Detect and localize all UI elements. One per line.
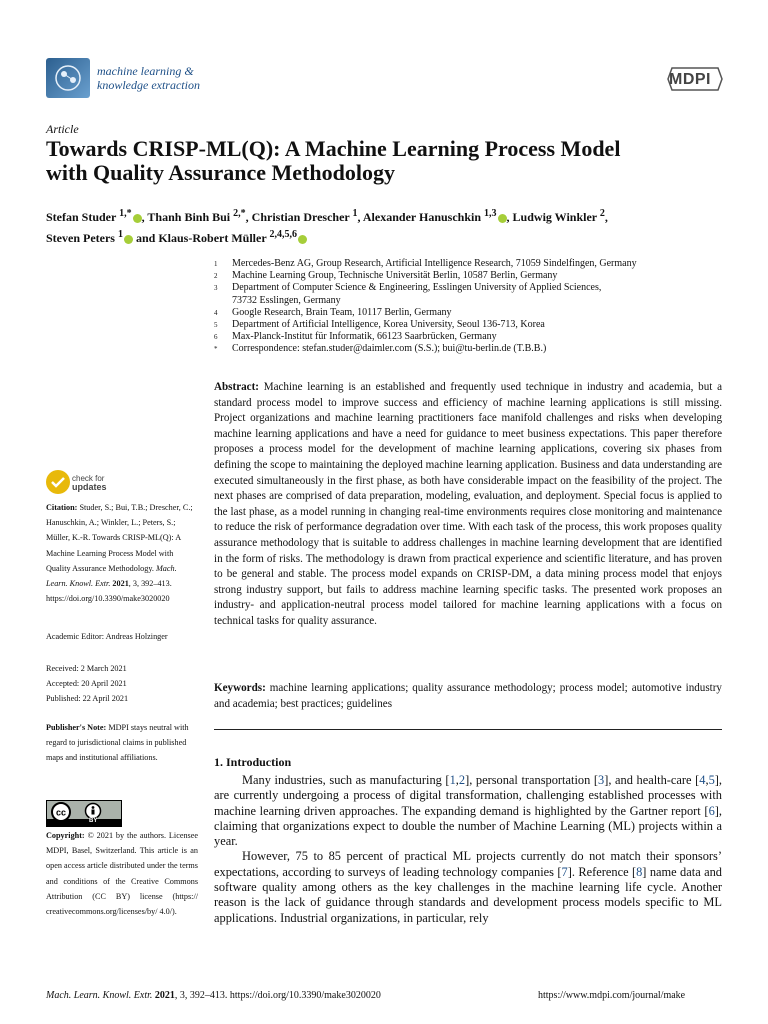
abstract-label: Abstract: <box>214 381 259 393</box>
author[interactable]: Christian Drescher $^1$ <box>251 208 358 224</box>
check-for-updates-icon[interactable] <box>46 470 70 494</box>
keywords-label: Keywords: <box>214 682 266 694</box>
journal-logo <box>46 58 90 98</box>
affiliation-row: 73732 Esslingen, Germany <box>232 294 341 306</box>
published-date: Published: 22 April 2021 <box>46 694 129 704</box>
paper-title <box>46 137 736 185</box>
academic-editor: Academic Editor: Andreas Holzinger <box>46 632 168 641</box>
abstract-text: Machine learning is an established and frequently used technique in industry and academia, but a standard process model to improve success and efficiency of machine learning applications is still missing. Project organizations and machine learning practitioners face manifold challenges and risks when developing machine learning applications and have a need for guidance to meet business expectations. This paper therefore proposes a process model for the development of machine learning applications, covering six phases from defining the scope to maintaining the deployed machine learning application. Business and data understanding are executed simultaneously in the first phase, as both have considerable impact on the feasibility of the project. The next phases are comprised of data preparation, modeling, evaluation, and deployment. Special focus is applied to the last phase, as a model running in changing real-time environments requires close monitoring and maintenance to reduce the risk of performance degradation over time. With each task of the process, this work proposes quality assurance methodology that is suitable to address challenges in machine learning development that are identified in the form of risks. The methodology is drawn from practical experience and scientific literature, and has proven to be general and stable. The process model expands on CRISP-DM, a data mining process model that enjoys strong industry support, but fails to address machine learning specific tasks. The presented work proposes an industry- and application-neutral process model tailored for machine learning applications with a focus on technical tasks for quality assurance. <box>214 381 722 627</box>
doi-link[interactable]: https://doi.org/10.3390/make3020020 <box>46 594 170 604</box>
svg-text:cc: cc <box>55 807 67 818</box>
affiliation-row: 5 Department of Artificial Intelligence, Korea University, Seoul 136-713, Korea <box>214 319 545 331</box>
affiliation-row: 2 Machine Learning Group, Technische Universität Berlin, 10587 Berlin, Germany <box>214 270 558 282</box>
citation-link[interactable]: 2 <box>458 773 466 787</box>
footer-citation: Mach. Learn. Knowl. Extr. 2021, 3, 392–413. https://doi.org/10.3390/make3020020 <box>46 990 381 1001</box>
orcid-icon[interactable] <box>124 235 133 244</box>
citation-link[interactable]: 8 <box>636 864 643 879</box>
journal-url[interactable]: https://www.mdpi.com/journal/make <box>538 990 686 1001</box>
author[interactable]: Steven Peters $^1$ <box>46 229 123 245</box>
journal-name-line2: knowledge extraction <box>97 78 200 92</box>
check-for-updates-label[interactable]: check for updates <box>72 474 107 492</box>
section-divider <box>214 729 722 730</box>
citation-link[interactable]: 1 <box>449 773 456 787</box>
section-heading: 1. Introduction <box>214 755 292 769</box>
orcid-icon[interactable] <box>498 214 507 223</box>
dates <box>46 661 198 707</box>
cc-by-label: BY <box>89 818 98 824</box>
author[interactable]: Klaus-Robert Müller $^{2,4,5,6}$ <box>158 229 297 245</box>
citation-link[interactable]: 4 <box>699 773 706 787</box>
abstract <box>214 380 722 630</box>
paragraph: Many industries, such as manufacturing [1,2], personal transportation [3], and health-care [4,5], are currently undergoing a process of digital transformation, challenging established processes with machine learning driven approaches. The expanding demand is highlighted by the Gartner report [6], claiming that organizations expect to double the number of Machine Learning (ML) projects within a year. <box>214 773 722 849</box>
title-line2: with Quality Assurance Methodology <box>46 160 395 185</box>
keywords <box>214 681 722 712</box>
author[interactable]: Stefan Studer $^{1,*}$ <box>46 208 132 224</box>
author-list: Stefan Studer $^{1,*}$ , Thanh Binh Bui $^{2,*}$, Christian Drescher $^1$, Alexander Hanuschkin $^{1,3}$ , Ludwig Winkler $^2$, Steven Peters $^1$ and Klaus-Robert Müller $^{2,4,5,6}$ <box>46 208 608 245</box>
author[interactable]: Alexander Hanuschkin $^{1,3}$ <box>362 208 497 224</box>
cc-by-license-icon[interactable] <box>46 800 122 827</box>
paragraph: However, 75 to 85 percent of practical ML projects currently do not match their sponsors’ expectations, according to surveys of leading technology companies [7]. Reference [8] name data and software quality among others as the key challenges in the machine learning life cycle. Another reason is the lack of guidance through standards and development process models specific to ML applications. Industrial organizations, in particular, rely <box>214 849 722 925</box>
accepted-date: Accepted: 20 April 2021 <box>46 679 127 689</box>
journal-name <box>97 64 200 92</box>
publisher-name: MDPI <box>669 71 711 88</box>
citation-link[interactable]: 3 <box>598 773 605 787</box>
keywords-text: machine learning applications; quality assurance methodology; process model; automotive industry and academia; best practices; guidelines <box>214 682 722 710</box>
correspondence-row: * Correspondence: stefan.studer@daimler.com (S.S.); bui@tu-berlin.de (T.B.B.) <box>214 343 547 355</box>
author[interactable]: Ludwig Winkler $^2$ <box>512 208 605 224</box>
copyright: Copyright: © 2021 by the authors. Licensee MDPI, Basel, Switzerland. This article is an open access article distributed under the terms and conditions of the Creative Commons Attribution (CC BY) license (https:// creativecommons.org/licenses/by/ 4.0/). <box>46 831 199 917</box>
journal-name-line1: machine learning & <box>97 64 194 78</box>
article-type: Article <box>46 122 79 136</box>
citation-link[interactable]: 5 <box>708 773 715 787</box>
orcid-icon[interactable] <box>133 214 142 223</box>
affiliation-row: 4 Google Research, Brain Team, 10117 Berlin, Germany <box>214 306 452 318</box>
introduction-body <box>214 773 722 926</box>
affiliation-row: 1 Mercedes-Benz AG, Group Research, Artificial Intelligence Research, 71059 Sindelfingen, Germany <box>214 258 637 269</box>
affiliations <box>214 258 734 356</box>
publisher-note: Publisher's Note: MDPI stays neutral with regard to jurisdictional claims in published maps and institutional affiliations. <box>46 723 189 763</box>
title-line1: Towards CRISP-ML(Q): A Machine Learning Process Model <box>46 136 621 161</box>
citation-link[interactable]: 6 <box>708 803 715 818</box>
citation-link[interactable]: 7 <box>561 864 568 879</box>
affiliation-row: 3 Department of Computer Science & Engineering, Esslingen University of Applied Sciences, <box>214 282 602 294</box>
author[interactable]: Thanh Binh Bui $^{2,*}$ <box>147 208 246 224</box>
citation-block: Citation: Studer, S.; Bui, T.B.; Drescher, C.; Hanuschkin, A.; Winkler, L.; Peters, S.; Müller, K.-R. Towards CRISP-ML(Q): A Machine Learning Process Model with Quality Assurance Methodology. Mach. Learn. Knowl. Extr. 2021, 3, 392–413. https://doi.org/10.3390/make3020020 <box>46 503 193 604</box>
affiliation-row: 6 Max-Planck-Institut für Informatik, 66123 Saarbrücken, Germany <box>214 331 497 343</box>
received-date: Received: 2 March 2021 <box>46 664 127 673</box>
orcid-icon[interactable] <box>298 235 307 244</box>
